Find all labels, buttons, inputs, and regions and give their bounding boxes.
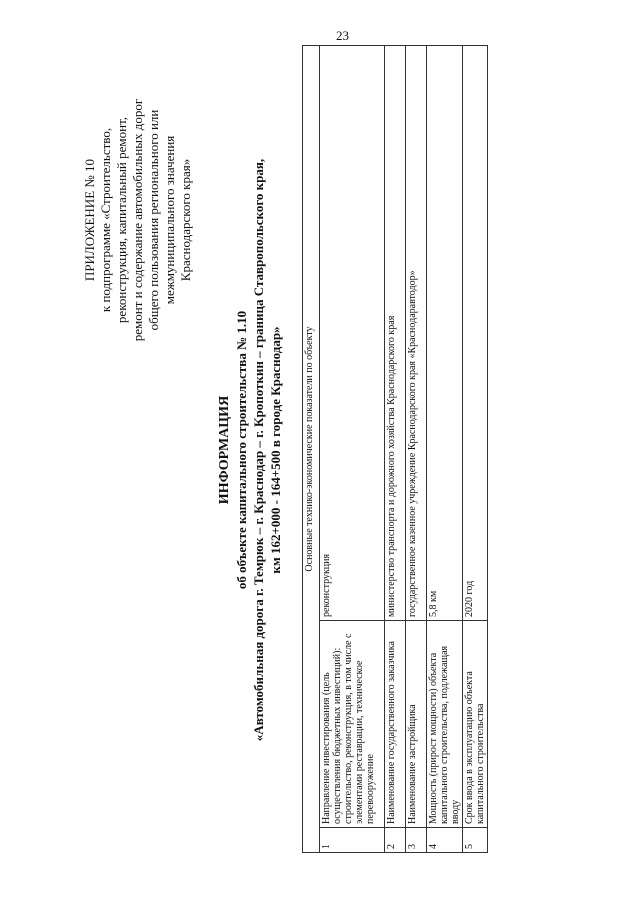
row-value: 5,8 км (427, 46, 463, 621)
row-number: 3 (406, 828, 427, 853)
title-heading: ИНФОРМАЦИЯ (217, 395, 232, 505)
document-title (216, 35, 284, 865)
appendix-line: ремонт и содержание автомобильных дорог (130, 98, 145, 342)
row-number: 5 (463, 828, 488, 853)
appendix-line: реконструкция, капитальный ремонт, (114, 116, 129, 324)
page-number: 23 (336, 28, 349, 43)
table-row (320, 46, 385, 853)
row-name: Мощность (прирост мощности) объекта капитального строительства, подлежащая вводу (427, 621, 463, 828)
row-value: министерство транспорта и дорожного хозяйства Краснодарского края (385, 46, 406, 621)
appendix-line: Краснодарского края» (178, 158, 193, 282)
table-row (463, 46, 488, 853)
appendix-line: общего пользования регионального или (146, 109, 161, 331)
row-number: 2 (385, 828, 406, 853)
appendix-line: ПРИЛОЖЕНИЕ № 10 (82, 158, 97, 282)
table-row (427, 46, 463, 853)
row-name: Наименование государственного заказчика (385, 621, 406, 828)
row-name: Наименование застройщика (406, 621, 427, 828)
appendix-line: межмуниципального значения (162, 135, 177, 305)
row-name: Срок ввода в эксплуатацию объекта капитального строительства (463, 621, 488, 828)
row-value: 2020 год (463, 46, 488, 621)
row-number: 4 (427, 828, 463, 853)
table-row (385, 46, 406, 853)
appendix-block (82, 55, 194, 385)
title-object-km: км 162+000 - 164+500 в городе Краснодар» (268, 326, 283, 574)
title-subheading: об объекте капитального строительства № 1.10 (234, 310, 249, 590)
title-object-name: «Автомобильная дорога г. Темрюк – г. Краснодар – г. Кропоткин – граница Ставропольского края, (251, 158, 266, 742)
row-name: Направление инвестирования (цель осуществления бюджетных инвестиций): строительство, реконструкция, в том числе с элементами реставрации, техническое перевооружение (320, 621, 385, 828)
appendix-line: к подпрограмме «Строительство, (98, 127, 113, 313)
table-row (406, 46, 427, 853)
info-table (302, 45, 488, 853)
row-value: реконструкция (320, 46, 385, 621)
row-number: 1 (320, 828, 385, 853)
rotated-page-content (44, 35, 604, 865)
table-header: Основные технико-экономические показатели по объекту (303, 46, 320, 853)
row-value: государственное казенное учреждение Краснодарского края «Краснодаравтодор» (406, 46, 427, 621)
